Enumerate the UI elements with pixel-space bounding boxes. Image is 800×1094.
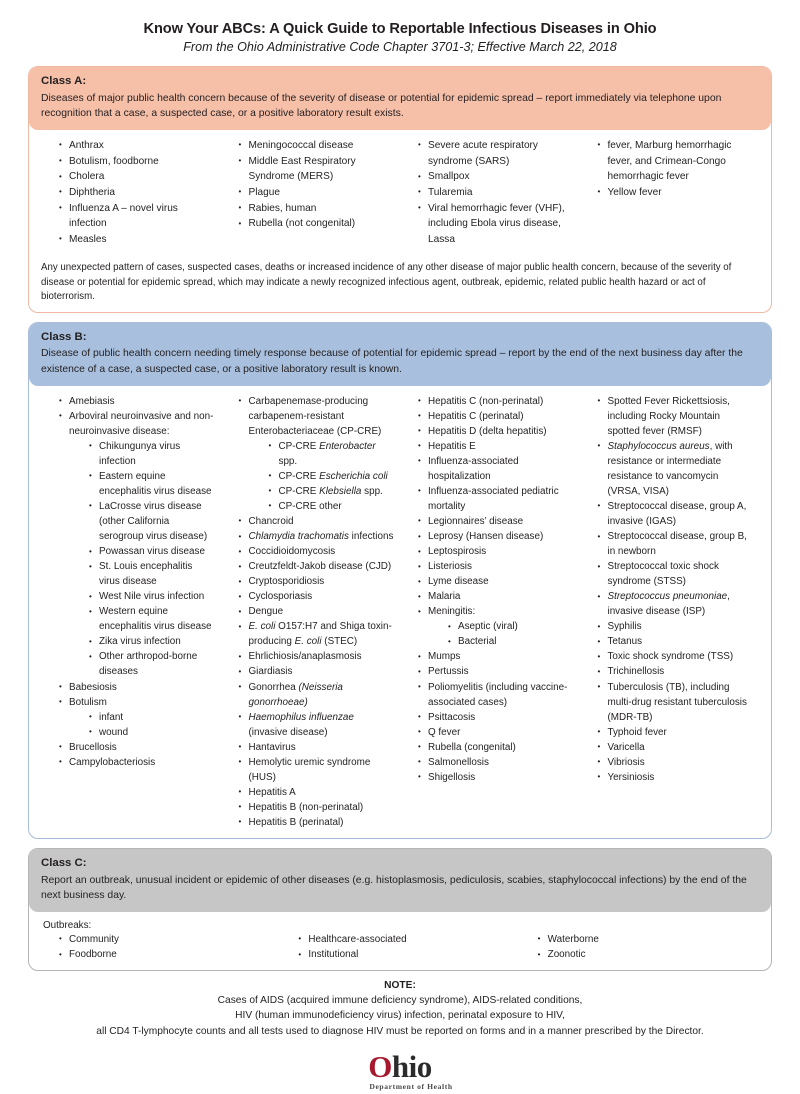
- list-item: • Cyclosporiasis: [239, 589, 395, 604]
- class-c-title: Class C:: [41, 856, 87, 869]
- list-item: • Streptococcal toxic shock syndrome (STSS): [598, 559, 754, 589]
- list-item: • Cholera: [59, 169, 215, 185]
- list-item: • Measles: [59, 232, 215, 248]
- sub-list-item: • LaCrosse virus disease (other California serogroup virus disease): [89, 499, 215, 544]
- list-item: • Hepatitis C (perinatal): [418, 409, 574, 424]
- class-c-panel: [28, 848, 772, 971]
- list-item: • Gonorrhea (Neisseria gonorrhoeae): [239, 680, 395, 710]
- class-a-columns: [41, 138, 759, 247]
- list-item: • Q fever: [418, 725, 574, 740]
- list-item: • Carbapenemase-producing carbapenem-resistant Enterobacteriaceae (CP-CRE) • CP-CRE Enterobacter spp. • CP-CRE Escherichia coli • CP-CRE Klebsiella spp. • CP-CRE other: [239, 394, 395, 514]
- list-item: • Tetanus: [598, 634, 754, 649]
- list-item: • Streptococcus pneumoniae, invasive disease (ISP): [598, 589, 754, 619]
- class-b-column-3: [400, 394, 580, 830]
- note-line-3: all CD4 T-lymphocyte counts and all tests used to diagnose HIV must be reported on forms and in a manner prescribed by the Director.: [96, 1025, 704, 1037]
- sub-list-item: • Eastern equine encephalitis virus disease: [89, 469, 215, 499]
- class-b-list-3: [400, 394, 574, 785]
- list-item: • Brucellosis: [59, 740, 215, 755]
- list-item: • Amebiasis: [59, 394, 215, 409]
- list-item: • Leprosy (Hansen disease): [418, 529, 574, 544]
- class-a-list-1: [41, 138, 215, 247]
- list-item: • Hepatitis B (non-perinatal): [239, 800, 395, 815]
- list-item: • Foodborne: [59, 947, 274, 962]
- sub-list-item: • Aseptic (viral): [448, 619, 574, 634]
- class-a-list-area: [29, 130, 771, 255]
- sub-list-item: • West Nile virus infection: [89, 589, 215, 604]
- list-item: • Botulism, foodborne: [59, 154, 215, 170]
- list-item: • Spotted Fever Rickettsiosis, including Rocky Mountain spotted fever (RMSF): [598, 394, 754, 439]
- list-item: • Malaria: [418, 589, 574, 604]
- list-item: • Severe acute respiratory syndrome (SARS): [418, 138, 574, 169]
- sub-list: [428, 619, 574, 649]
- list-item: • Tuberculosis (TB), including multi-drug resistant tuberculosis (MDR-TB): [598, 680, 754, 725]
- list-item: • Cryptosporidiosis: [239, 574, 395, 589]
- sub-list: [249, 439, 395, 514]
- list-item: • Listeriosis: [418, 559, 574, 574]
- sub-list-item: • Chikungunya virus infection: [89, 439, 215, 469]
- class-c-outbreaks-area: [29, 912, 771, 970]
- list-item: • Coccidioidomycosis: [239, 544, 395, 559]
- list-item: • Mumps: [418, 649, 574, 664]
- class-b-column-4: [580, 394, 760, 830]
- list-item: • Trichinellosis: [598, 664, 754, 679]
- list-item: • Healthcare-associated: [298, 932, 513, 947]
- list-item: • Campylobacteriosis: [59, 755, 215, 770]
- class-a-panel: [28, 66, 772, 313]
- list-item: • Shigellosis: [418, 770, 574, 785]
- list-item: • Varicella: [598, 740, 754, 755]
- list-item: • Hepatitis A: [239, 785, 395, 800]
- list-item: • Arboviral neuroinvasive and non-neuroinvasive disease: • Chikungunya virus infection • Eastern equine encephalitis virus disease • LaCrosse virus disease (other California serogroup virus disease) • Powassan virus disease • St. Louis encephalitis virus disease • West Nile virus infection • Western equine encephalitis virus disease • Zika virus infection • Other arthropod-borne diseases: [59, 409, 215, 680]
- list-item: • Viral hemorrhagic fever (VHF), including Ebola virus disease, Lassa: [418, 201, 574, 248]
- list-item: • Legionnaires’ disease: [418, 514, 574, 529]
- list-item: • Salmonellosis: [418, 755, 574, 770]
- sub-list-item: • Other arthropod-borne diseases: [89, 649, 215, 679]
- list-item: • Haemophilus influenzae (invasive disease): [239, 710, 395, 740]
- class-b-description: Disease of public health concern needing timely response because of potential for epidemic spread – report by the end of the next business day after the existence of a case, a suspected case, or a positive laboratory result is known.: [41, 348, 743, 375]
- class-b-column-2: [221, 394, 401, 830]
- outbreak-column-2: [280, 932, 519, 962]
- class-a-title: Class A:: [41, 74, 87, 87]
- list-item: • Plague: [239, 185, 395, 201]
- list-item: • Meningitis: • Aseptic (viral) • Bacterial: [418, 604, 574, 649]
- note-line-1: Cases of AIDS (acquired immune deficiency syndrome), AIDS-related conditions,: [217, 995, 583, 1007]
- list-item: • Pertussis: [418, 664, 574, 679]
- list-item: • Community: [59, 932, 274, 947]
- note-title: NOTE:: [384, 980, 416, 992]
- class-b-banner: [29, 323, 771, 386]
- sub-list-item: • CP-CRE Klebsiella spp.: [269, 484, 395, 499]
- list-item: • Streptococcal disease, group B, in newborn: [598, 529, 754, 559]
- list-item: • Botulism • infant • wound: [59, 695, 215, 740]
- logo-department-text: Department of Health: [369, 1081, 453, 1091]
- list-item: • Hemolytic uremic syndrome (HUS): [239, 755, 395, 785]
- list-item: • Babesiosis: [59, 680, 215, 695]
- sub-list-item: • Zika virus infection: [89, 634, 215, 649]
- list-item: • Influenza A – novel virus infection: [59, 201, 215, 232]
- list-item: • Middle East Respiratory Syndrome (MERS): [239, 154, 395, 185]
- list-item: • Chancroid: [239, 514, 395, 529]
- class-a-column-2: [221, 138, 401, 247]
- sub-list-item: • Bacterial: [448, 634, 574, 649]
- list-item: • Zoonotic: [538, 947, 753, 962]
- class-a-footnote: Any unexpected pattern of cases, suspected cases, deaths or increased incidence of any other disease of major public health concern, because of the severity of disease or potential for epidemic spread, which may indicate a newly recognized infectious agent, outbreak, epidemic, related public health hazard or act of bioterrorism.: [41, 262, 732, 302]
- class-c-banner: [29, 849, 771, 912]
- outbreak-column-1: [41, 932, 280, 962]
- list-item: • Lyme disease: [418, 574, 574, 589]
- class-a-column-1: [41, 138, 221, 247]
- class-a-column-4: [580, 138, 760, 247]
- page-title: Know Your ABCs: A Quick Guide to Reportable Infectious Diseases in Ohio: [143, 21, 657, 37]
- list-item: • Chlamydia trachomatis infections: [239, 529, 395, 544]
- class-a-list-4: [580, 138, 754, 201]
- outbreak-list-2: [280, 932, 513, 962]
- list-item: • Yersiniosis: [598, 770, 754, 785]
- outbreak-columns: [41, 932, 759, 962]
- list-item: • Hantavirus: [239, 740, 395, 755]
- list-item: • Leptospirosis: [418, 544, 574, 559]
- list-item: • E. coli O157:H7 and Shiga toxin-producing E. coli (STEC): [239, 619, 395, 649]
- list-item: • Smallpox: [418, 169, 574, 185]
- list-item: • Psittacosis: [418, 710, 574, 725]
- list-item: • Meningococcal disease: [239, 138, 395, 154]
- class-b-list-4: [580, 394, 754, 785]
- class-a-list-3: [400, 138, 574, 247]
- sub-list: [69, 439, 215, 680]
- logo-wordmark: [347, 1048, 453, 1091]
- ohio-department-of-health-logo: [28, 1048, 772, 1094]
- outbreak-column-3: [520, 932, 759, 962]
- list-item: • fever, Marburg hemorrhagic fever, and Crimean-Congo hemorrhagic fever: [598, 138, 754, 185]
- list-item: • Vibriosis: [598, 755, 754, 770]
- list-item: • Tularemia: [418, 185, 574, 201]
- note-block: [28, 980, 772, 1039]
- sub-list-item: • CP-CRE Enterobacter spp.: [269, 439, 395, 469]
- outbreaks-label: Outbreaks:: [43, 919, 92, 931]
- class-a-description: Diseases of major public health concern because of the severity of disease or potential for epidemic spread – report immediately via telephone upon recognition that a case, a suspected case, or a positive laboratory result exists.: [41, 92, 722, 119]
- class-b-title: Class B:: [41, 330, 87, 343]
- class-b-list-1: [41, 394, 215, 770]
- list-item: • Syphilis: [598, 619, 754, 634]
- list-item: • Influenza-associated pediatric mortality: [418, 484, 574, 514]
- list-item: • Hepatitis D (delta hepatitis): [418, 424, 574, 439]
- list-item: • Giardiasis: [239, 664, 395, 679]
- list-item: • Hepatitis E: [418, 439, 574, 454]
- list-item: • Institutional: [298, 947, 513, 962]
- sub-list-item: • Western equine encephalitis virus disease: [89, 604, 215, 634]
- list-item: • Influenza-associated hospitalization: [418, 454, 574, 484]
- page-subtitle: From the Ohio Administrative Code Chapter 3701-3; Effective March 22, 2018: [183, 40, 617, 55]
- note-line-2: HIV (human immunodeficiency virus) infection, perinatal exposure to HIV,: [235, 1010, 565, 1022]
- list-item: • Diphtheria: [59, 185, 215, 201]
- class-b-panel: [28, 322, 772, 839]
- sub-list-item: • CP-CRE other: [269, 499, 395, 514]
- sub-list-item: • wound: [89, 725, 215, 740]
- list-item: • Anthrax: [59, 138, 215, 154]
- list-item: • Rabies, human: [239, 201, 395, 217]
- logo-o-letter: O: [368, 1048, 392, 1084]
- class-a-list-2: [221, 138, 395, 232]
- class-b-columns: [41, 394, 759, 830]
- list-item: • Staphylococcus aureus, with resistance or intermediate resistance to vancomycin (VRSA, VISA): [598, 439, 754, 499]
- class-b-column-1: [41, 394, 221, 830]
- list-item: • Yellow fever: [598, 185, 754, 201]
- sub-list-item: • St. Louis encephalitis virus disease: [89, 559, 215, 589]
- list-item: • Dengue: [239, 604, 395, 619]
- list-item: • Hepatitis C (non-perinatal): [418, 394, 574, 409]
- list-item: • Streptococcal disease, group A, invasive (IGAS): [598, 499, 754, 529]
- outbreak-list-1: [41, 932, 274, 962]
- list-item: • Rubella (congenital): [418, 740, 574, 755]
- list-item: • Rubella (not congenital): [239, 216, 395, 232]
- class-a-column-3: [400, 138, 580, 247]
- class-b-list-area: [29, 386, 771, 838]
- list-item: • Hepatitis B (perinatal): [239, 815, 395, 830]
- list-item: • Waterborne: [538, 932, 753, 947]
- outbreak-list-3: [520, 932, 753, 962]
- sub-list: [69, 710, 215, 740]
- list-item: • Poliomyelitis (including vaccine-associated cases): [418, 680, 574, 710]
- sub-list-item: • CP-CRE Escherichia coli: [269, 469, 395, 484]
- logo-hio-letters: hio: [391, 1048, 432, 1084]
- list-item: • Creutzfeldt-Jakob disease (CJD): [239, 559, 395, 574]
- class-b-list-2: [221, 394, 395, 830]
- list-item: • Typhoid fever: [598, 725, 754, 740]
- sub-list-item: • infant: [89, 710, 215, 725]
- list-item: • Ehrlichiosis/anaplasmosis: [239, 649, 395, 664]
- class-a-banner: [29, 67, 771, 130]
- sub-list-item: • Powassan virus disease: [89, 544, 215, 559]
- list-item: • Toxic shock syndrome (TSS): [598, 649, 754, 664]
- class-c-description: Report an outbreak, unusual incident or epidemic of other diseases (e.g. histoplasmosis, pediculosis, scabies, staphylococcal infections) by the end of the next business day.: [41, 874, 747, 901]
